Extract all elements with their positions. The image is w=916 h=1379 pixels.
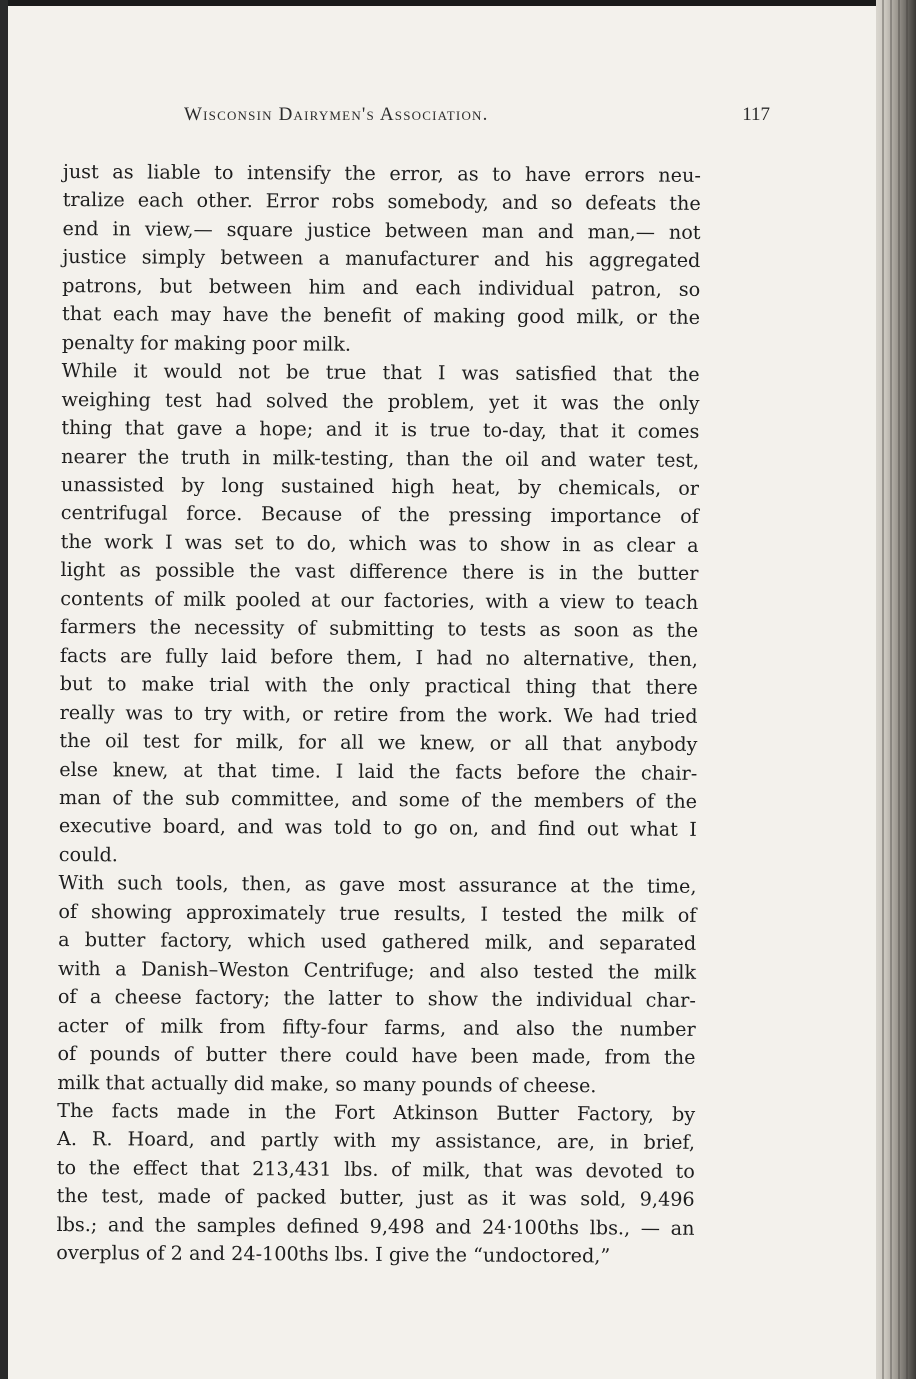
text-line: unassisted by long sustained high heat, by chemicals, or bbox=[60, 472, 700, 500]
text-line: patrons, but between him and each individual patron, so bbox=[62, 273, 701, 301]
text-line: of pounds of butter there could have been made, from the bbox=[57, 1042, 696, 1069]
text-line: but to make trial with the only practical thing that there bbox=[59, 672, 698, 700]
text-line: overplus of 2 and 24-100ths lbs. I give the “undoctored,” bbox=[56, 1241, 611, 1268]
text-line: of a cheese factory; the latter to show the individual char- bbox=[57, 985, 696, 1013]
text-line: man of the sub committee, and some of the members of the bbox=[59, 785, 698, 813]
text-line: justice simply between a manufacturer and his aggregated bbox=[62, 245, 701, 273]
text-line: The facts made in the Fort Atkinson Butter Factory, by bbox=[57, 1098, 696, 1126]
paragraph bbox=[57, 869, 696, 1101]
text-line: with a Danish–Weston Centrifuge; and also tested the milk bbox=[57, 956, 697, 984]
body-text bbox=[56, 158, 701, 1272]
book-spine-shadow bbox=[0, 0, 8, 1379]
text-line: A. R. Hoard, and partly with my assistance, are, in brief, bbox=[56, 1127, 696, 1155]
text-line: With such tools, then, as gave most assurance at the time, bbox=[58, 871, 697, 899]
text-line: light as possible the vast difference there is in the butter bbox=[60, 558, 699, 586]
text-line: could. bbox=[58, 842, 119, 867]
text-line: penalty for making poor milk. bbox=[61, 330, 352, 356]
text-line: lbs.; and the samples defined 9,498 and 24·100ths lbs., — an bbox=[56, 1212, 695, 1240]
text-line: milk that actually did make, so many pounds of cheese. bbox=[57, 1070, 597, 1097]
paragraph bbox=[62, 158, 701, 361]
page-number: 117 bbox=[742, 104, 770, 125]
paragraph bbox=[59, 357, 700, 873]
text-line: that each may have the benefit of making good milk, or the bbox=[61, 302, 701, 330]
text-line: acter of milk from fifty-four farms, and also the number bbox=[57, 1013, 696, 1041]
text-line: the work I was set to do, which was to show in as clear a bbox=[60, 529, 699, 557]
text-line: really was to try with, or retire from the work. We had tried bbox=[59, 700, 698, 728]
text-line: else knew, at that time. I laid the facts before the chair- bbox=[59, 757, 698, 785]
text-line: executive board, and was told to go on, and find out what I bbox=[58, 814, 697, 842]
text-line: just as liable to intensify the error, as to have errors neu- bbox=[62, 159, 701, 187]
text-line: While it would not be true that I was satisfied that the bbox=[61, 359, 700, 387]
text-line: the oil test for milk, for all we knew, or all that anybody bbox=[59, 729, 698, 756]
text-line: weighing test had solved the problem, yet it was the only bbox=[61, 387, 700, 415]
text-line: centrifugal force. Because of the pressing importance of bbox=[60, 501, 699, 529]
text-line: contents of milk pooled at our factories, with a view to teach bbox=[60, 586, 699, 614]
text-line: tralize each other. Error robs somebody, and so defeats the bbox=[62, 188, 701, 216]
page-edges bbox=[876, 0, 916, 1379]
text-line: a butter factory, which used gathered milk, and separated bbox=[58, 928, 697, 956]
text-line: farmers the necessity of submitting to tests as soon as the bbox=[60, 615, 699, 643]
text-line: the test, made of packed butter, just as it was sold, 9,496 bbox=[56, 1184, 695, 1212]
text-line: of showing approximately true results, I tested the milk of bbox=[58, 899, 697, 927]
running-header bbox=[184, 104, 770, 134]
text-line: facts are fully laid before them, I had no alternative, then, bbox=[59, 643, 699, 671]
running-title: Wisconsin Dairymen's Association. bbox=[184, 104, 489, 125]
paragraph bbox=[56, 1097, 695, 1272]
text-line: end in view,— square justice between man and man,— not bbox=[62, 216, 701, 244]
text-line: thing that gave a hope; and it is true to-day, that it comes bbox=[61, 416, 700, 443]
text-line: to the effect that 213,431 lbs. of milk, that was devoted to bbox=[56, 1155, 695, 1183]
text-line: nearer the truth in milk-testing, than the oil and water test, bbox=[61, 444, 700, 472]
